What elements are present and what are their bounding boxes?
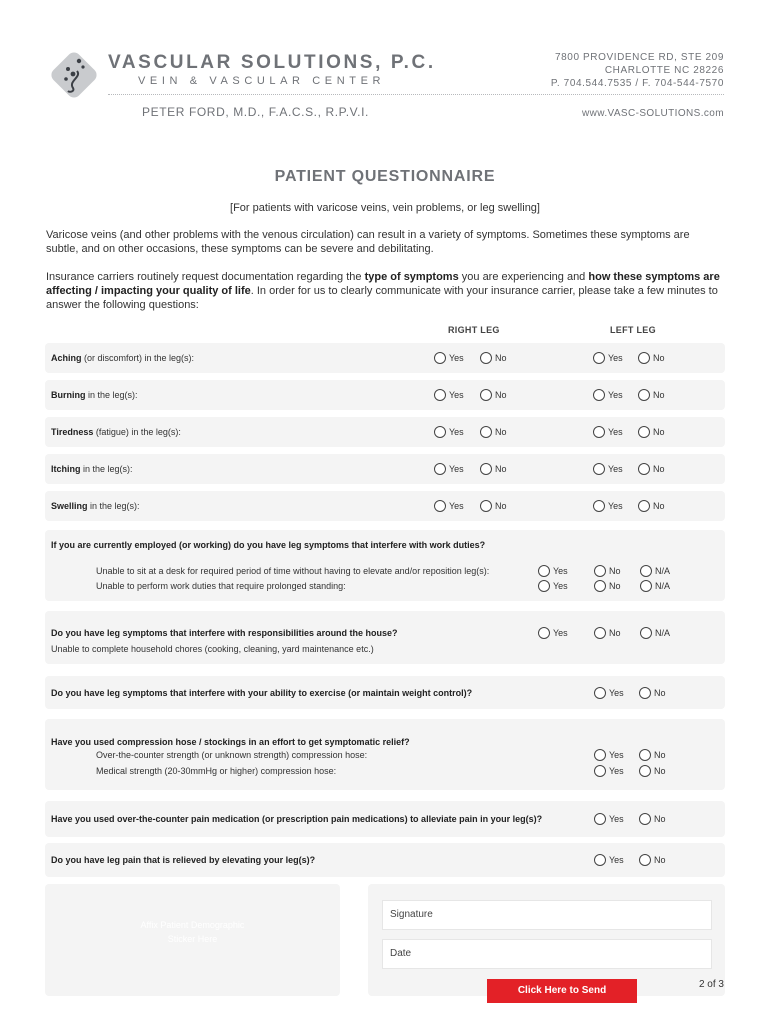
compression-question: Have you used compression hose / stockings in an effort to get symptomatic relief? bbox=[51, 737, 410, 747]
symptom-desc: in the leg(s): bbox=[87, 501, 140, 511]
insurance-text: you are experiencing and bbox=[458, 271, 589, 283]
radio-circle bbox=[640, 565, 652, 577]
option-label: Yes bbox=[609, 855, 624, 865]
house-no-radio[interactable] bbox=[594, 626, 621, 640]
sticker-line: Affix Patient Demographic bbox=[140, 920, 245, 930]
symptom-label bbox=[51, 390, 138, 400]
symptom-label bbox=[51, 427, 181, 437]
option-label: No bbox=[653, 501, 665, 511]
radio-circle bbox=[594, 565, 606, 577]
radio-circle bbox=[434, 426, 446, 438]
house-na-radio[interactable] bbox=[640, 626, 670, 640]
symptom-desc: (or discomfort) in the leg(s): bbox=[81, 353, 195, 363]
radio-circle bbox=[538, 565, 550, 577]
swelling-right-no-radio[interactable] bbox=[480, 499, 507, 513]
medication-yes-radio[interactable] bbox=[594, 812, 624, 826]
option-label: N/A bbox=[655, 566, 671, 576]
compression-medical-no-radio[interactable] bbox=[639, 764, 666, 778]
page-number: 2 of 3 bbox=[698, 979, 724, 990]
symptom-row-swelling bbox=[45, 491, 725, 521]
radio-circle bbox=[639, 687, 651, 699]
option-label: Yes bbox=[449, 390, 464, 400]
insurance-paragraph bbox=[46, 270, 724, 312]
symptom-row-burning bbox=[45, 380, 725, 410]
symptom-label bbox=[51, 464, 133, 474]
house-question: Do you have leg symptoms that interfere with responsibilities around the house? bbox=[51, 628, 398, 638]
option-label: Yes bbox=[609, 688, 624, 698]
radio-circle bbox=[594, 627, 606, 639]
insurance-bold: how these symptoms are affecting / impacting your quality of life bbox=[46, 271, 720, 297]
itching-right-yes-radio[interactable] bbox=[434, 462, 464, 476]
work-item-stand: Unable to perform work duties that require prolonged standing: bbox=[96, 581, 346, 591]
burning-left-yes-radio[interactable] bbox=[593, 388, 623, 402]
insurance-text: Insurance carriers routinely request documentation regarding the bbox=[46, 271, 365, 283]
radio-circle bbox=[480, 426, 492, 438]
option-label: No bbox=[654, 766, 666, 776]
symptom-name: Tiredness bbox=[51, 427, 94, 437]
swelling-right-yes-radio[interactable] bbox=[434, 499, 464, 513]
compression-otc-yes-radio[interactable] bbox=[594, 748, 624, 762]
radio-circle bbox=[639, 854, 651, 866]
elevating-yes-radio[interactable] bbox=[594, 853, 624, 867]
option-label: No bbox=[495, 353, 507, 363]
insurance-text: . In order for us to clearly communicate with your insurance carrier, please take a few minutes to answer the following questions: bbox=[46, 285, 718, 311]
option-label: No bbox=[495, 464, 507, 474]
burning-left-no-radio[interactable] bbox=[638, 388, 665, 402]
doctor-name: PETER FORD, M.D., F.A.C.S., R.P.V.I. bbox=[142, 105, 369, 119]
swelling-left-no-radio[interactable] bbox=[638, 499, 665, 513]
aching-left-yes-radio[interactable] bbox=[593, 351, 623, 365]
compression-otc-no-radio[interactable] bbox=[639, 748, 666, 762]
radio-circle bbox=[434, 500, 446, 512]
compression-item-otc: Over-the-counter strength (or unknown strength) compression hose: bbox=[96, 750, 368, 760]
sticker-instructions bbox=[45, 918, 340, 946]
option-label: Yes bbox=[609, 766, 624, 776]
option-label: Yes bbox=[553, 628, 568, 638]
radio-circle bbox=[639, 813, 651, 825]
radio-circle bbox=[594, 749, 606, 761]
radio-circle bbox=[593, 426, 605, 438]
radio-circle bbox=[538, 580, 550, 592]
exercise-no-radio[interactable] bbox=[639, 686, 666, 700]
radio-circle bbox=[434, 389, 446, 401]
radio-circle bbox=[594, 813, 606, 825]
exercise-question: Do you have leg symptoms that interfere with your ability to exercise (or maintain weight control)? bbox=[51, 688, 473, 698]
option-label: No bbox=[609, 628, 621, 638]
option-label: Yes bbox=[449, 353, 464, 363]
company-name: VASCULAR SOLUTIONS, P.C. bbox=[108, 52, 436, 73]
work-stand-na-radio[interactable] bbox=[640, 579, 670, 593]
option-label: No bbox=[654, 750, 666, 760]
option-label: Yes bbox=[449, 501, 464, 511]
option-label: No bbox=[653, 464, 665, 474]
compression-medical-yes-radio[interactable] bbox=[594, 764, 624, 778]
symptom-desc: in the leg(s): bbox=[85, 390, 138, 400]
symptom-label bbox=[51, 353, 194, 363]
radio-circle bbox=[638, 500, 650, 512]
radio-circle bbox=[593, 352, 605, 364]
itching-left-yes-radio[interactable] bbox=[593, 462, 623, 476]
radio-circle bbox=[434, 463, 446, 475]
symptom-row-itching bbox=[45, 454, 725, 484]
address-line: 7800 PROVIDENCE RD, STE 209 bbox=[554, 52, 724, 63]
symptom-name: Aching bbox=[51, 353, 82, 363]
radio-circle bbox=[594, 580, 606, 592]
website: www.VASC-SOLUTIONS.com bbox=[582, 108, 724, 119]
address-block bbox=[551, 51, 724, 90]
page-subtitle: [For patients with varicose veins, vein problems, or leg swelling] bbox=[230, 202, 540, 214]
option-label: No bbox=[495, 427, 507, 437]
date-field[interactable]: Date bbox=[382, 939, 712, 969]
burning-right-no-radio[interactable] bbox=[480, 388, 507, 402]
aching-right-yes-radio[interactable] bbox=[434, 351, 464, 365]
work-item-sit: Unable to sit at a desk for required period of time without having to elevate and/or reposition leg(s): bbox=[96, 566, 490, 576]
house-yes-radio[interactable] bbox=[538, 626, 568, 640]
option-label: Yes bbox=[609, 814, 624, 824]
option-label: No bbox=[653, 427, 665, 437]
option-label: No bbox=[653, 353, 665, 363]
tiredness-left-yes-radio[interactable] bbox=[593, 425, 623, 439]
symptom-label bbox=[51, 501, 140, 511]
work-sit-yes-radio[interactable] bbox=[538, 564, 568, 578]
left-leg-header: LEFT LEG bbox=[610, 325, 656, 335]
option-label: No bbox=[654, 688, 666, 698]
address-line: CHARLOTTE NC 28226 bbox=[604, 65, 724, 76]
symptom-name: Swelling bbox=[51, 501, 88, 511]
house-sub: Unable to complete household chores (cooking, cleaning, yard maintenance etc.) bbox=[51, 644, 374, 654]
insurance-bold: type of symptoms bbox=[364, 271, 459, 283]
option-label: Yes bbox=[608, 353, 623, 363]
work-question: If you are currently employed (or working) do you have leg symptoms that interfere with work duties? bbox=[51, 540, 486, 550]
option-label: No bbox=[653, 390, 665, 400]
work-stand-yes-radio[interactable] bbox=[538, 579, 568, 593]
swelling-left-yes-radio[interactable] bbox=[593, 499, 623, 513]
phone-fax: P. 704.544.7535 / F. 704-544-7570 bbox=[550, 78, 724, 89]
option-label: Yes bbox=[609, 750, 624, 760]
radio-circle bbox=[594, 854, 606, 866]
radio-circle bbox=[480, 352, 492, 364]
sticker-line: Sticker Here bbox=[167, 934, 218, 944]
aching-left-no-radio[interactable] bbox=[638, 351, 665, 365]
aching-right-no-radio[interactable] bbox=[480, 351, 507, 365]
radio-circle bbox=[593, 389, 605, 401]
radio-circle bbox=[594, 765, 606, 777]
option-label: N/A bbox=[655, 581, 671, 591]
elevating-no-radio[interactable] bbox=[639, 853, 666, 867]
radio-circle bbox=[434, 352, 446, 364]
option-label: No bbox=[495, 501, 507, 511]
radio-circle bbox=[638, 426, 650, 438]
radio-circle bbox=[538, 627, 550, 639]
option-label: Yes bbox=[608, 427, 623, 437]
option-label: Yes bbox=[608, 501, 623, 511]
radio-circle bbox=[480, 389, 492, 401]
option-label: Yes bbox=[608, 464, 623, 474]
send-button[interactable]: Click Here to Send bbox=[487, 979, 637, 1003]
itching-right-no-radio[interactable] bbox=[480, 462, 507, 476]
radio-circle bbox=[593, 500, 605, 512]
radio-circle bbox=[640, 627, 652, 639]
work-sit-no-radio[interactable] bbox=[594, 564, 621, 578]
radio-circle bbox=[594, 687, 606, 699]
radio-circle bbox=[593, 463, 605, 475]
radio-circle bbox=[638, 352, 650, 364]
option-label: No bbox=[654, 814, 666, 824]
tiredness-left-no-radio[interactable] bbox=[638, 425, 665, 439]
itching-left-no-radio[interactable] bbox=[638, 462, 665, 476]
intro-paragraph: Varicose veins (and other problems with the venous circulation) can result in a variety of symptoms. Sometimes these symptoms are subtle, and on other occasions, these symptoms can be severe and debilitating. bbox=[46, 229, 690, 255]
option-label: N/A bbox=[655, 628, 671, 638]
option-label: Yes bbox=[608, 390, 623, 400]
radio-circle bbox=[639, 765, 651, 777]
option-label: No bbox=[609, 581, 621, 591]
radio-circle bbox=[638, 463, 650, 475]
elevating-question: Do you have leg pain that is relieved by elevating your leg(s)? bbox=[51, 855, 316, 865]
work-stand-no-radio[interactable] bbox=[594, 579, 621, 593]
symptom-desc: in the leg(s): bbox=[80, 464, 133, 474]
radio-circle bbox=[639, 749, 651, 761]
option-label: Yes bbox=[449, 427, 464, 437]
center-name: VEIN & VASCULAR CENTER bbox=[138, 75, 386, 87]
option-label: Yes bbox=[449, 464, 464, 474]
exercise-yes-radio[interactable] bbox=[594, 686, 624, 700]
radio-circle bbox=[480, 500, 492, 512]
tiredness-right-yes-radio[interactable] bbox=[434, 425, 464, 439]
option-label: Yes bbox=[553, 566, 568, 576]
header-divider bbox=[108, 94, 724, 95]
right-leg-header: RIGHT LEG bbox=[448, 325, 500, 335]
work-sit-na-radio[interactable] bbox=[640, 564, 670, 578]
option-label: No bbox=[654, 855, 666, 865]
medication-no-radio[interactable] bbox=[639, 812, 666, 826]
radio-circle bbox=[640, 580, 652, 592]
radio-circle bbox=[480, 463, 492, 475]
option-label: No bbox=[495, 390, 507, 400]
signature-field[interactable]: Signature bbox=[382, 900, 712, 930]
medication-question: Have you used over-the-counter pain medication (or prescription pain medications) to alleviate pain in your leg(s)? bbox=[51, 814, 543, 824]
symptom-name: Burning bbox=[51, 390, 86, 400]
vascular-solutions-logo-icon bbox=[46, 47, 102, 103]
symptom-name: Itching bbox=[51, 464, 81, 474]
page-title: PATIENT QUESTIONNAIRE bbox=[274, 168, 496, 185]
tiredness-right-no-radio[interactable] bbox=[480, 425, 507, 439]
compression-item-medical: Medical strength (20-30mmHg or higher) compression hose: bbox=[96, 766, 337, 776]
radio-circle bbox=[638, 389, 650, 401]
option-label: Yes bbox=[553, 581, 568, 591]
burning-right-yes-radio[interactable] bbox=[434, 388, 464, 402]
symptom-desc: (fatigue) in the leg(s): bbox=[93, 427, 181, 437]
option-label: No bbox=[609, 566, 621, 576]
demographic-sticker-box bbox=[45, 884, 340, 996]
